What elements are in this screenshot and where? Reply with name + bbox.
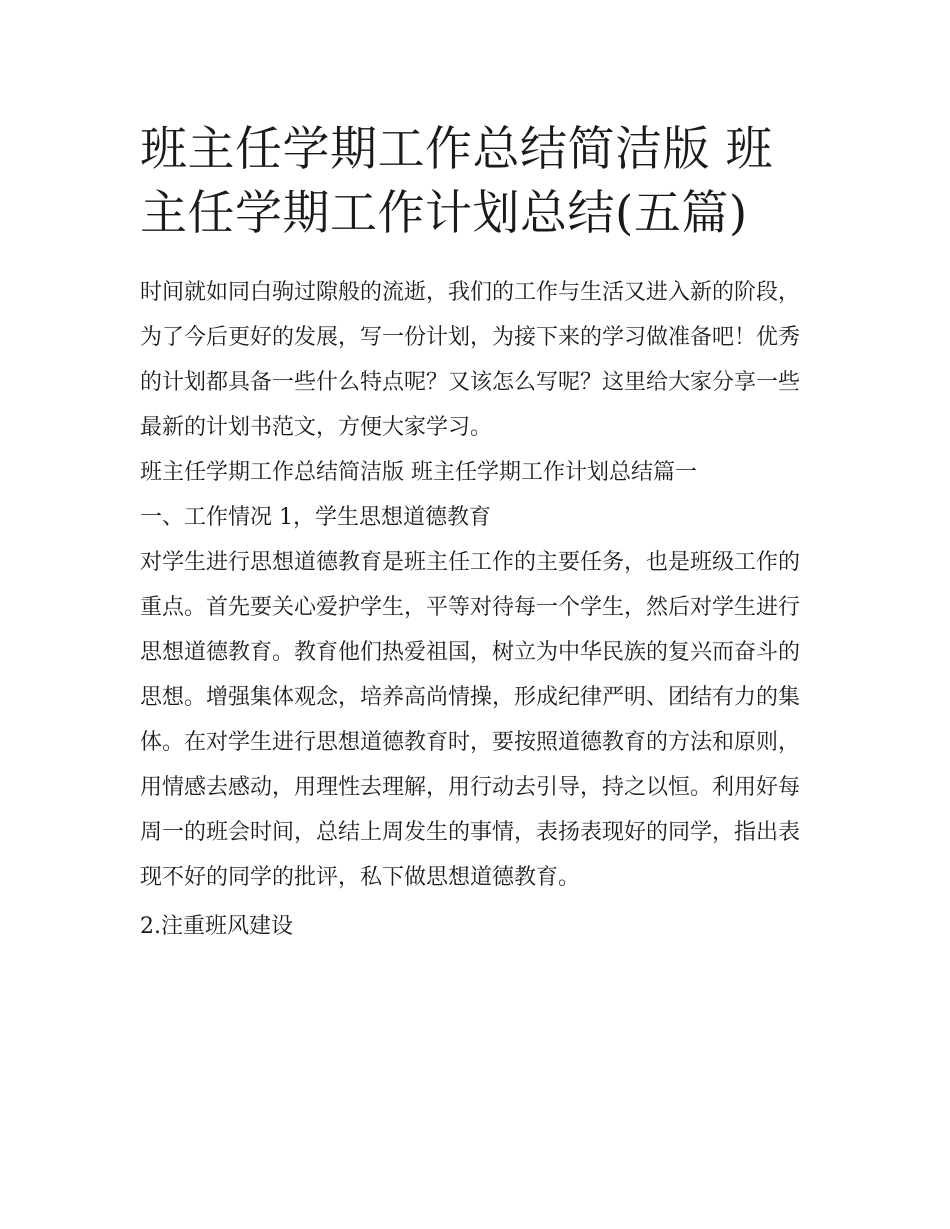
- document-title: 班主任学期工作总结简洁版 班主任学期工作计划总结(五篇): [140, 122, 773, 241]
- section-title: 班主任学期工作总结简洁版 班主任学期工作计划总结篇一: [140, 460, 697, 485]
- subsection-heading-2: 2.注重班风建设: [140, 914, 293, 939]
- subsection-heading-1: 一、工作情况 1，学生思想道德教育: [140, 505, 491, 530]
- body-paragraph-1: 对学生进行思想道德教育是班主任工作的主要任务，也是班级工作的重点。首先要关心爱护学生，平等对待每一个学生，然后对学生进行思想道德教育。教育他们热爱祖国，树立为中华民族的复兴而奋斗的思想。增强集体观念，培养高尚情操，形成纪律严明、团结有力的集体。在对学生进行思想道德教育时，要按照道德教育的方法和原则，用情感去感动，用理性去理解，用行动去引导，持之以恒。利用好每周一的班会时间，总结上周发生的事情，表扬表现好的同学，指出表现不好的同学的批评，私下做思想道德教育。: [140, 550, 801, 890]
- document-body: [140, 270, 820, 949]
- document-page: [140, 118, 820, 949]
- intro-paragraph: 时间就如同白驹过隙般的流逝，我们的工作与生活又进入新的阶段，为了今后更好的发展，写一份计划，为接下来的学习做准备吧！优秀的计划都具备一些什么特点呢？又该怎么写呢？这里给大家分享一些最新的计划书范文，方便大家学习。: [140, 280, 801, 440]
